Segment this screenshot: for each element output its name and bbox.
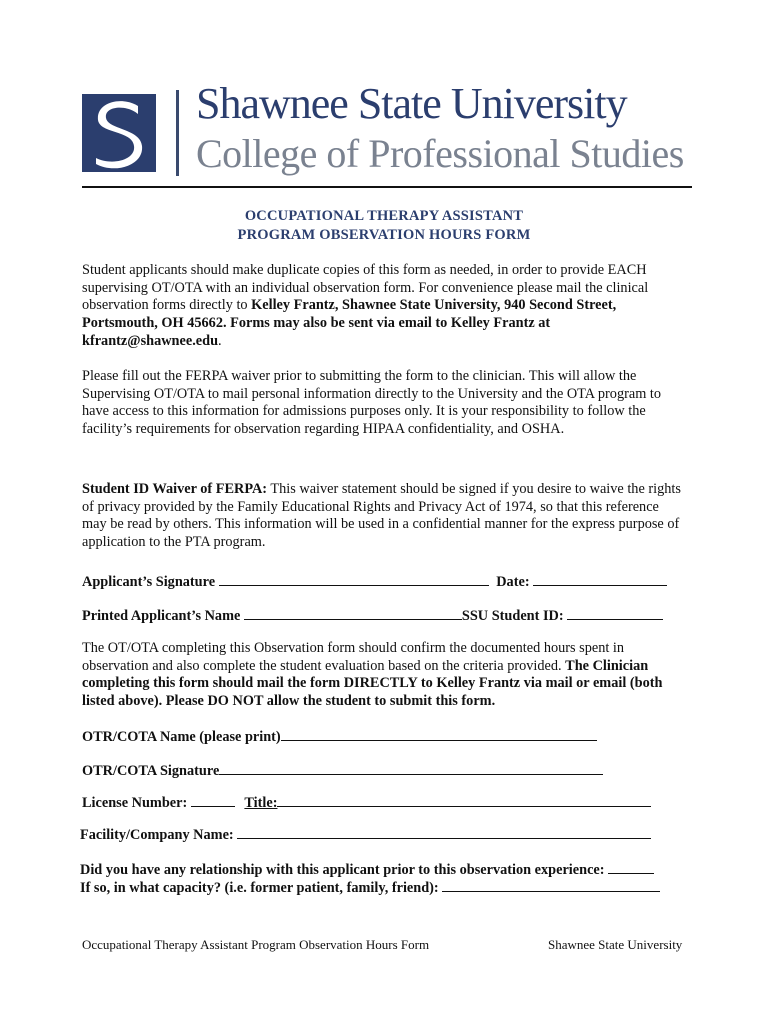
printed-name-row <box>82 605 663 625</box>
intro-end: . <box>218 332 222 349</box>
college-name: College of Professional Studies <box>196 131 684 176</box>
waiver-label: Student ID Waiver of FERPA: <box>82 481 268 497</box>
otr-name-row <box>82 726 597 746</box>
license-row <box>82 792 651 812</box>
university-logo <box>82 94 156 172</box>
date-label: Date: <box>496 574 530 590</box>
otr-name-label: OTR/COTA Name (please print) <box>82 729 281 745</box>
ferpa-waiver <box>82 481 686 552</box>
otr-signature-label: OTR/COTA Signature <box>82 763 220 779</box>
title-label: Title: <box>244 795 278 811</box>
form-title-line1: OCCUPATIONAL THERAPY ASSISTANT <box>244 208 524 224</box>
ssu-id-field[interactable] <box>567 605 663 620</box>
otr-signature-field[interactable] <box>219 760 603 775</box>
facility-label: Facility/Company Name: <box>80 827 234 843</box>
title-field[interactable] <box>277 792 651 807</box>
facility-row <box>80 824 651 844</box>
license-field[interactable] <box>191 792 235 807</box>
footer-right: Shawnee State University <box>548 937 683 952</box>
footer-left: Occupational Therapy Assistant Program Observation Hours Form <box>82 937 430 952</box>
intro-text: Student applicants should make duplicate copies of this form as needed, in order to provide EACH supervising OT/OTA with an individual observation form. For convenience please mail the clinical observation forms directly to <box>82 262 649 314</box>
waiver-text: This waiver statement should be signed if you desire to waive the rights of privacy provided by the Family Educational Rights and Privacy Act of 1974, so that this reference may be read by others. This information will be used in a confidential manner for the express purpose of application to the PTA program. <box>82 481 681 551</box>
otr-signature-row <box>82 760 603 780</box>
intro-paragraph <box>82 262 686 351</box>
printed-name-label: Printed Applicant’s Name <box>82 608 241 624</box>
otr-name-field[interactable] <box>281 726 597 741</box>
header-rule <box>82 186 692 188</box>
license-label: License Number: <box>82 795 188 811</box>
header-divider <box>176 90 179 176</box>
facility-field[interactable] <box>237 824 651 839</box>
clinician-paragraph <box>82 640 686 711</box>
ssu-id-label: SSU Student ID: <box>461 608 564 624</box>
clinician-instructions: The Clinician completing this form should mail the form DIRECTLY to Kelley Frantz via mail or email (both listed above). Please DO NOT allow the student to submit this form. <box>82 657 663 710</box>
mailing-address: Kelley Frantz, Shawnee State University, 940 Second Street, Portsmouth, OH 45662. Forms may also be sent via email to Kelley Frantz at kfrantz@shawnee.edu <box>82 297 617 349</box>
applicant-signature-row <box>82 571 667 591</box>
applicant-signature-label: Applicant’s Signature <box>82 574 216 590</box>
capacity-label: If so, in what capacity? (i.e. former patient, family, friend): <box>80 880 439 896</box>
university-name: Shawnee State University <box>196 79 627 128</box>
form-title-line2: PROGRAM OBSERVATION HOURS FORM <box>237 227 531 243</box>
relationship-field[interactable] <box>608 859 654 874</box>
date-field[interactable] <box>533 571 667 586</box>
clinician-text: The OT/OTA completing this Observation form should confirm the documented hours spent in observation and also complete the student evaluation based on the criteria provided. <box>82 640 625 674</box>
capacity-row <box>80 877 660 897</box>
capacity-field[interactable] <box>442 877 660 892</box>
ferpa-note: Please fill out the FERPA waiver prior to submitting the form to the clinician. This will allow the Supervising OT/OTA to mail personal information directly to the University and the OTA program to have access to this information for admissions purposes only. It is your responsibility to follow the facility’s requirements for observation regarding HIPAA confidentiality, and OSHA. <box>82 368 662 438</box>
relationship-label: Did you have any relationship with this applicant prior to this observation experience: <box>80 862 605 878</box>
printed-name-field[interactable] <box>244 605 462 620</box>
relationship-row <box>80 859 654 879</box>
applicant-signature-field[interactable] <box>219 571 489 586</box>
s-logo-icon <box>82 94 156 172</box>
